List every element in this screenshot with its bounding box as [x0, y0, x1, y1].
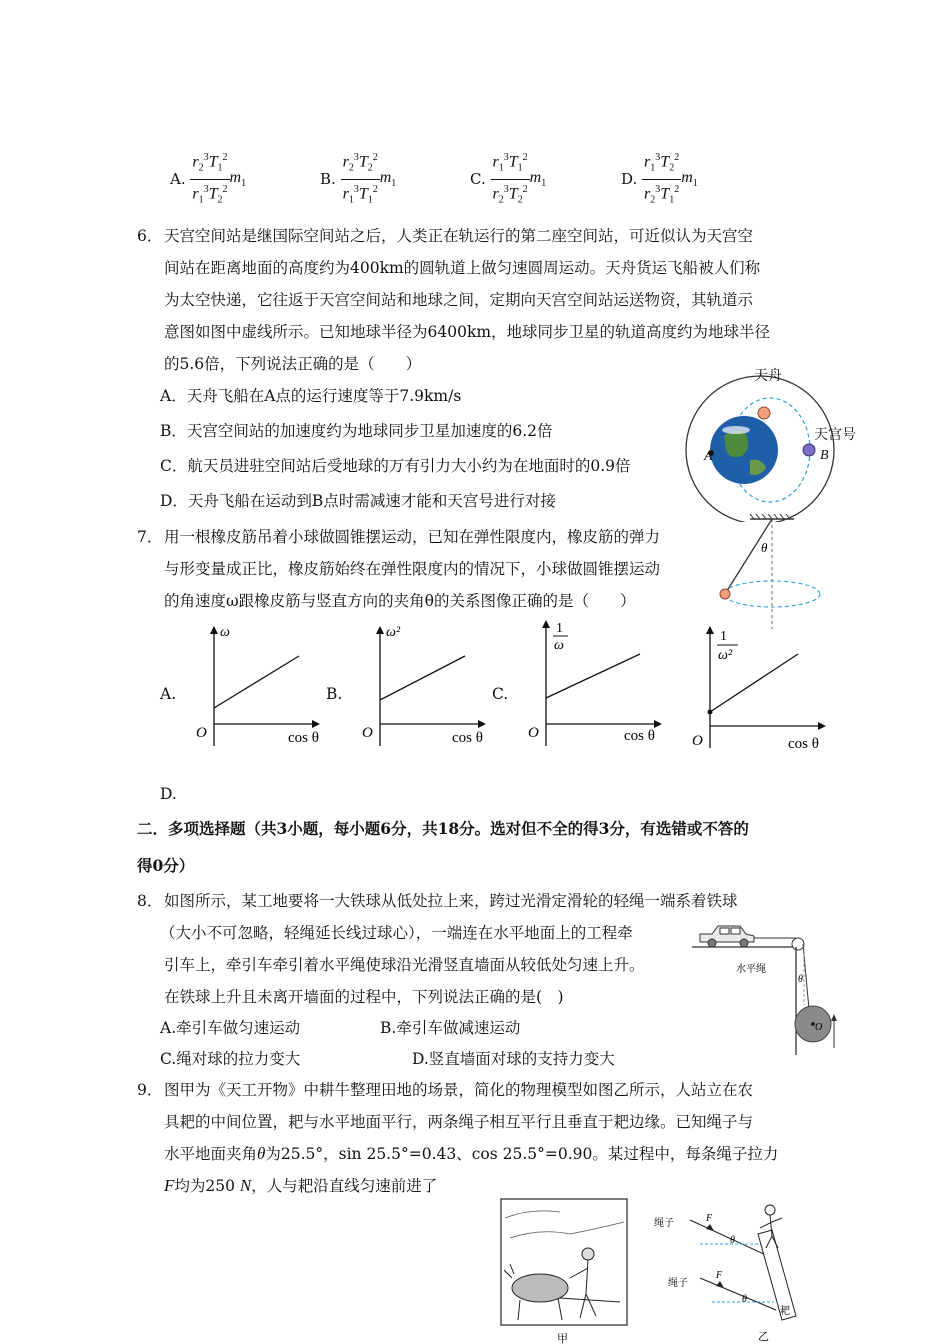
rubber-band — [725, 519, 772, 594]
svg-text:O: O — [362, 725, 373, 741]
svg-text:cos θ: cos θ — [288, 730, 319, 746]
svg-text:θ: θ — [761, 540, 768, 555]
q6-option-b[interactable]: B．天宫空间站的加速度约为地球同步卫星加速度的6.2倍 — [160, 422, 553, 440]
q7-line-3: 的角速度ω跟橡皮筋与竖直方向的夹角θ的关系图像正确的是（ ） — [164, 592, 636, 610]
q9-line-1: 图甲为《天工开物》中耕牛整理田地的场景，简化的物理模型如图乙所示，人站立在农 — [164, 1081, 754, 1099]
q8-option-c[interactable]: C.绳对球的拉力变大 — [160, 1050, 301, 1068]
rake-board — [758, 1230, 796, 1320]
svg-text:θ: θ — [730, 1235, 735, 1246]
q6-orbit-figure — [680, 362, 870, 522]
q8-line-3: 引车上，牵引车牵引着水平绳使球沿光滑竖直墙面从较低处匀速上升。 — [164, 956, 645, 974]
q5-option-b[interactable]: B. $\frac{r_2^3T_2^2}{r_1^3T_1^2}$ $m_1$ — [320, 148, 396, 210]
q8-line-1: 如图所示，某工地要将一大铁球从低处拉上来，跨过光滑定滑轮的轻绳一端系着铁球 — [164, 892, 738, 910]
q5-option-b-label: B. — [320, 170, 336, 189]
svg-text:水平绳: 水平绳 — [736, 964, 766, 975]
q9-figure-jia — [500, 1198, 630, 1344]
q7-line-1: 用一根橡皮筋吊着小球做圆锥摆运动，已知在弹性限度内，橡皮筋的弹力 — [164, 528, 661, 546]
section2-heading-line1: 二．多项选择题（共3小题，每小题6分，共18分。选对但不全的得3分，有选错或不答的 — [137, 819, 749, 838]
q5-option-c-fraction: $\frac{r_1^3T_1^2}{r_2^3T_2^2}$ — [491, 148, 530, 210]
q6-line-5: 的5.6倍，下列说法正确的是（ ） — [164, 355, 422, 373]
svg-text:ω²: ω² — [718, 648, 733, 663]
svg-text:O: O — [692, 733, 703, 749]
q5-option-b-fraction: $\frac{r_2^3T_2^2}{r_1^3T_1^2}$ — [341, 148, 380, 210]
truck — [700, 926, 754, 947]
pulley — [792, 938, 804, 950]
svg-text:1: 1 — [556, 621, 563, 636]
q6-option-a[interactable]: A．天舟飞船在A点的运行速度等于7.9km/s — [160, 387, 462, 405]
q7-number: 7． — [137, 528, 163, 546]
q8-option-a[interactable]: A.牵引车做匀速运动 — [160, 1019, 301, 1037]
svg-text:O: O — [815, 1022, 823, 1033]
q6-line-2: 间站在距离地面的高度约为400km的圆轨道上做匀速圆周运动。天舟货运飞船被人们称 — [164, 259, 761, 277]
q9-line-4: F均为250 N，人与耙沿直线匀速前进了 — [164, 1176, 438, 1195]
svg-text:ω: ω — [220, 625, 230, 640]
q8-pulley-figure — [692, 920, 842, 1055]
svg-text:cos θ: cos θ — [452, 730, 483, 746]
svg-text:θ: θ — [798, 974, 803, 985]
q6-option-c[interactable]: C．航天员进驻空间站后受地球的万有引力大小约为在地面时的0.9倍 — [160, 457, 631, 475]
q6-option-d[interactable]: D．天舟飞船在运动到B点时需减速才能和天宫号进行对接 — [160, 492, 556, 510]
svg-text:ω²: ω² — [386, 625, 401, 640]
q7-line-2: 与形变量成正比，橡皮筋始终在弹性限度内的情况下，小球做圆锥摆运动 — [164, 560, 661, 578]
label-b: B — [820, 448, 829, 463]
svg-text:绳子: 绳子 — [668, 1278, 688, 1289]
q7-graph-b — [352, 620, 492, 750]
svg-text:耙: 耙 — [780, 1306, 790, 1317]
q6-number: 6． — [137, 227, 163, 245]
label-tianzhou: 天舟 — [754, 369, 782, 384]
q6-line-4: 意图如图中虚线所示。已知地球半径为6400km，地球同步卫星的轨道高度约为地球半径 — [164, 323, 771, 341]
q7-graph-c — [518, 616, 668, 750]
q9-line-2: 具耙的中间位置，耙与水平地面平行，两条绳子相互平行且垂直于耙边缘。已知绳子与 — [164, 1113, 754, 1131]
q5-option-d-label: D. — [621, 170, 638, 189]
q7-graph-b-label[interactable]: B. — [326, 685, 343, 703]
svg-text:绳子: 绳子 — [654, 1218, 674, 1229]
svg-text:ω: ω — [554, 638, 564, 653]
q5-option-c-label: C. — [470, 170, 486, 189]
q7-graph-a — [186, 620, 326, 750]
svg-text:甲: 甲 — [557, 1333, 568, 1344]
graph-c-line — [546, 654, 640, 698]
svg-text:cos θ: cos θ — [788, 736, 819, 752]
svg-text:F: F — [706, 1213, 713, 1224]
q7-graph-d — [682, 624, 832, 758]
label-a: A — [704, 449, 713, 464]
q7-pendulum-figure — [712, 514, 827, 632]
q6-line-1: 天宫空间站是继国际空间站之后，人类正在轨运行的第二座空间站，可近似认为天宫空 — [164, 227, 754, 245]
pendulum-ball — [720, 589, 730, 599]
section2-heading-line2: 得0分） — [137, 856, 195, 875]
q5-option-c[interactable]: C. $\frac{r_1^3T_1^2}{r_2^3T_2^2}$ $m_1$ — [470, 148, 546, 210]
tianzhou-ship — [758, 407, 770, 419]
svg-text:θ: θ — [742, 1294, 747, 1305]
q8-number: 8． — [137, 892, 163, 910]
q7-graph-a-label[interactable]: A. — [160, 685, 177, 703]
svg-text:乙: 乙 — [758, 1331, 769, 1343]
q7-graph-d-label[interactable]: D. — [160, 785, 177, 803]
q5-option-d-fraction: $\frac{r_1^3T_2^2}{r_2^3T_1^2}$ — [642, 148, 681, 210]
tiangong-station — [803, 444, 815, 456]
q8-line-2: （大小不可忽略，轻绳延长线过球心），一端连在水平地面上的工程牵 — [160, 924, 633, 942]
label-tiangong: 天宫号 — [814, 428, 856, 443]
svg-text:O: O — [196, 725, 207, 741]
q9-figure-yi — [650, 1198, 820, 1344]
q8-option-d[interactable]: D.竖直墙面对球的支持力变大 — [412, 1050, 615, 1068]
svg-text:F: F — [716, 1270, 723, 1281]
q6-line-3: 为太空快递，它往返于天宫空间站和地球之间，定期向天宫空间站运送物资，其轨道示 — [164, 291, 754, 309]
q8-option-b[interactable]: B.牵引车做减速运动 — [380, 1019, 521, 1037]
svg-text:cos θ: cos θ — [624, 728, 655, 744]
svg-text:1: 1 — [720, 629, 727, 644]
graph-a-line — [214, 656, 299, 708]
q8-line-4: 在铁球上升且未离开墙面的过程中，下列说法正确的是( ) — [164, 988, 564, 1006]
graph-b-line — [380, 656, 465, 700]
q5-option-a[interactable]: A. $\frac{r_2^3T_1^2}{r_1^3T_2^2}$ $m_1$ — [170, 148, 246, 210]
q5-option-a-label: A. — [170, 170, 186, 189]
svg-text:O: O — [528, 725, 539, 741]
q7-graph-c-label[interactable]: C. — [492, 685, 509, 703]
q9-line-3: 水平地面夹角θ为25.5°，sin 25.5°=0.43、cos 25.5°=0.90。某过程中，每条绳子拉力 — [164, 1144, 779, 1163]
q5-option-a-fraction: $\frac{r_2^3T_1^2}{r_1^3T_2^2}$ — [190, 148, 229, 210]
q5-option-d[interactable]: D. $\frac{r_1^3T_2^2}{r_2^3T_1^2}$ $m_1$ — [621, 148, 698, 210]
q9-number: 9． — [137, 1081, 163, 1099]
